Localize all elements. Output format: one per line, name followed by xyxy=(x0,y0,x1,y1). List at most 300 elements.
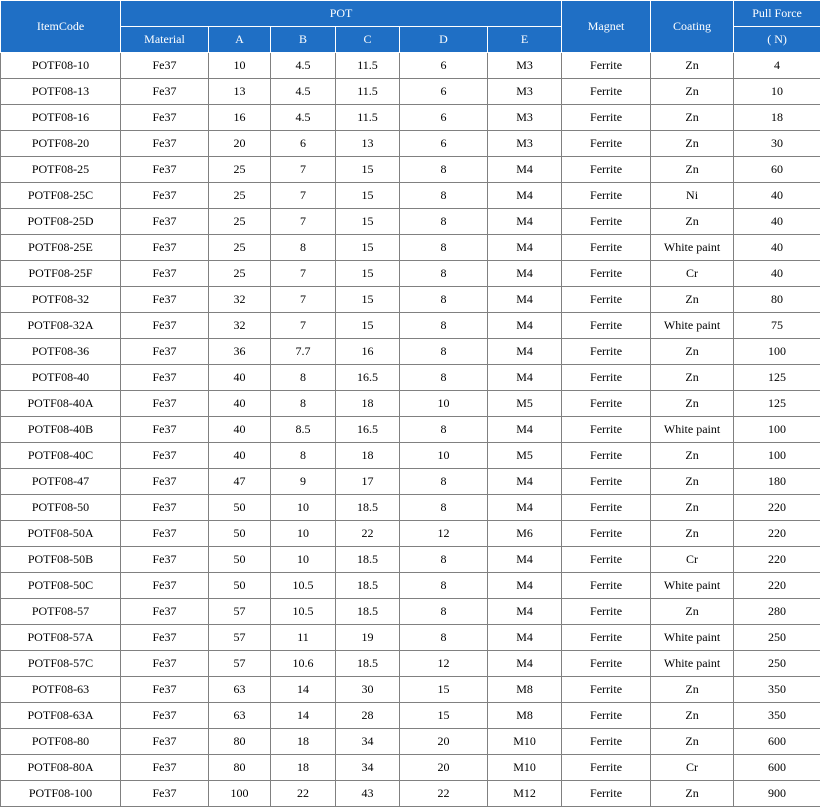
cell-item-code: POTF08-25D xyxy=(1,209,121,235)
cell-dim-e: M4 xyxy=(488,235,562,261)
table-row xyxy=(1,755,820,781)
cell-dim-e: M4 xyxy=(488,469,562,495)
cell-magnet: Ferrite xyxy=(562,391,651,417)
cell-dim-c: 16 xyxy=(336,339,400,365)
cell-item-code: POTF08-16 xyxy=(1,105,121,131)
cell-dim-d: 8 xyxy=(400,599,488,625)
cell-dim-b: 18 xyxy=(271,755,336,781)
cell-item-code: POTF08-80A xyxy=(1,755,121,781)
cell-dim-c: 43 xyxy=(336,781,400,807)
cell-dim-b: 7 xyxy=(271,261,336,287)
cell-item-code: POTF08-57A xyxy=(1,625,121,651)
cell-coating: Zn xyxy=(651,495,734,521)
cell-pull-force: 250 xyxy=(734,625,820,651)
header-d: D xyxy=(400,27,488,53)
table-row xyxy=(1,729,820,755)
cell-magnet: Ferrite xyxy=(562,131,651,157)
cell-dim-d: 15 xyxy=(400,677,488,703)
cell-dim-b: 7 xyxy=(271,157,336,183)
cell-pull-force: 100 xyxy=(734,339,820,365)
cell-material: Fe37 xyxy=(121,677,209,703)
cell-dim-a: 100 xyxy=(209,781,271,807)
cell-material: Fe37 xyxy=(121,755,209,781)
cell-pull-force: 220 xyxy=(734,495,820,521)
cell-dim-e: M3 xyxy=(488,131,562,157)
cell-dim-c: 28 xyxy=(336,703,400,729)
cell-dim-b: 8 xyxy=(271,443,336,469)
cell-coating: Zn xyxy=(651,521,734,547)
cell-dim-c: 15 xyxy=(336,157,400,183)
cell-pull-force: 40 xyxy=(734,209,820,235)
cell-dim-c: 15 xyxy=(336,235,400,261)
cell-coating: Zn xyxy=(651,53,734,79)
cell-pull-force: 40 xyxy=(734,235,820,261)
cell-dim-b: 8 xyxy=(271,365,336,391)
cell-dim-a: 50 xyxy=(209,573,271,599)
table-row xyxy=(1,105,820,131)
cell-material: Fe37 xyxy=(121,521,209,547)
cell-magnet: Ferrite xyxy=(562,651,651,677)
cell-dim-e: M4 xyxy=(488,599,562,625)
cell-dim-c: 11.5 xyxy=(336,105,400,131)
cell-dim-a: 40 xyxy=(209,365,271,391)
cell-dim-d: 8 xyxy=(400,183,488,209)
table-row xyxy=(1,443,820,469)
cell-dim-a: 25 xyxy=(209,209,271,235)
cell-dim-a: 32 xyxy=(209,287,271,313)
cell-dim-d: 8 xyxy=(400,287,488,313)
cell-coating: Zn xyxy=(651,443,734,469)
cell-material: Fe37 xyxy=(121,599,209,625)
cell-pull-force: 280 xyxy=(734,599,820,625)
cell-dim-b: 18 xyxy=(271,729,336,755)
cell-material: Fe37 xyxy=(121,287,209,313)
cell-item-code: POTF08-40A xyxy=(1,391,121,417)
cell-magnet: Ferrite xyxy=(562,339,651,365)
cell-dim-d: 22 xyxy=(400,781,488,807)
cell-pull-force: 125 xyxy=(734,391,820,417)
cell-dim-e: M8 xyxy=(488,677,562,703)
cell-item-code: POTF08-63A xyxy=(1,703,121,729)
cell-coating: Zn xyxy=(651,365,734,391)
cell-pull-force: 60 xyxy=(734,157,820,183)
cell-magnet: Ferrite xyxy=(562,547,651,573)
cell-material: Fe37 xyxy=(121,79,209,105)
cell-dim-a: 63 xyxy=(209,703,271,729)
cell-dim-b: 7 xyxy=(271,209,336,235)
cell-dim-c: 18.5 xyxy=(336,547,400,573)
cell-dim-b: 10.5 xyxy=(271,599,336,625)
cell-dim-c: 16.5 xyxy=(336,417,400,443)
cell-coating: White paint xyxy=(651,417,734,443)
cell-pull-force: 100 xyxy=(734,417,820,443)
cell-magnet: Ferrite xyxy=(562,573,651,599)
header-e: E xyxy=(488,27,562,53)
cell-coating: White paint xyxy=(651,625,734,651)
cell-pull-force: 80 xyxy=(734,287,820,313)
cell-material: Fe37 xyxy=(121,417,209,443)
cell-dim-b: 14 xyxy=(271,703,336,729)
cell-material: Fe37 xyxy=(121,573,209,599)
cell-magnet: Ferrite xyxy=(562,365,651,391)
cell-magnet: Ferrite xyxy=(562,521,651,547)
cell-dim-d: 10 xyxy=(400,391,488,417)
cell-dim-a: 16 xyxy=(209,105,271,131)
cell-item-code: POTF08-57C xyxy=(1,651,121,677)
cell-material: Fe37 xyxy=(121,339,209,365)
cell-material: Fe37 xyxy=(121,53,209,79)
cell-material: Fe37 xyxy=(121,781,209,807)
cell-pull-force: 350 xyxy=(734,703,820,729)
cell-coating: Zn xyxy=(651,339,734,365)
cell-pull-force: 900 xyxy=(734,781,820,807)
cell-dim-c: 11.5 xyxy=(336,53,400,79)
cell-dim-e: M4 xyxy=(488,573,562,599)
cell-magnet: Ferrite xyxy=(562,157,651,183)
cell-item-code: POTF08-25F xyxy=(1,261,121,287)
header-a: A xyxy=(209,27,271,53)
cell-item-code: POTF08-32 xyxy=(1,287,121,313)
cell-dim-b: 4.5 xyxy=(271,53,336,79)
table-row xyxy=(1,599,820,625)
cell-dim-c: 15 xyxy=(336,209,400,235)
cell-dim-b: 4.5 xyxy=(271,105,336,131)
cell-pull-force: 10 xyxy=(734,79,820,105)
cell-coating: Cr xyxy=(651,755,734,781)
cell-dim-e: M3 xyxy=(488,53,562,79)
cell-material: Fe37 xyxy=(121,391,209,417)
cell-coating: Cr xyxy=(651,261,734,287)
cell-dim-b: 8 xyxy=(271,235,336,261)
cell-magnet: Ferrite xyxy=(562,469,651,495)
cell-dim-a: 57 xyxy=(209,625,271,651)
cell-dim-e: M4 xyxy=(488,417,562,443)
cell-pull-force: 18 xyxy=(734,105,820,131)
cell-coating: White paint xyxy=(651,651,734,677)
cell-pull-force: 30 xyxy=(734,131,820,157)
cell-magnet: Ferrite xyxy=(562,677,651,703)
cell-item-code: POTF08-57 xyxy=(1,599,121,625)
cell-coating: Zn xyxy=(651,209,734,235)
cell-coating: Zn xyxy=(651,287,734,313)
cell-coating: Zn xyxy=(651,599,734,625)
cell-dim-a: 57 xyxy=(209,651,271,677)
header-b: B xyxy=(271,27,336,53)
table-row xyxy=(1,417,820,443)
table-row xyxy=(1,677,820,703)
cell-magnet: Ferrite xyxy=(562,755,651,781)
table-row xyxy=(1,183,820,209)
cell-pull-force: 220 xyxy=(734,547,820,573)
cell-dim-c: 11.5 xyxy=(336,79,400,105)
cell-dim-d: 8 xyxy=(400,625,488,651)
cell-dim-e: M3 xyxy=(488,105,562,131)
cell-dim-e: M4 xyxy=(488,261,562,287)
cell-dim-d: 20 xyxy=(400,729,488,755)
cell-dim-c: 18.5 xyxy=(336,573,400,599)
cell-magnet: Ferrite xyxy=(562,625,651,651)
cell-dim-e: M6 xyxy=(488,521,562,547)
cell-dim-c: 34 xyxy=(336,755,400,781)
cell-dim-e: M3 xyxy=(488,79,562,105)
cell-dim-d: 8 xyxy=(400,365,488,391)
cell-coating: White paint xyxy=(651,235,734,261)
cell-dim-c: 18.5 xyxy=(336,495,400,521)
cell-pull-force: 350 xyxy=(734,677,820,703)
cell-dim-d: 8 xyxy=(400,209,488,235)
table-row xyxy=(1,521,820,547)
table-body xyxy=(1,53,820,807)
cell-dim-a: 10 xyxy=(209,53,271,79)
cell-coating: Zn xyxy=(651,131,734,157)
cell-dim-c: 18 xyxy=(336,443,400,469)
cell-dim-a: 57 xyxy=(209,599,271,625)
cell-dim-d: 8 xyxy=(400,417,488,443)
cell-coating: Zn xyxy=(651,677,734,703)
header-coating: Coating xyxy=(651,1,734,53)
cell-pull-force: 220 xyxy=(734,573,820,599)
cell-magnet: Ferrite xyxy=(562,599,651,625)
cell-material: Fe37 xyxy=(121,729,209,755)
table-row xyxy=(1,261,820,287)
cell-dim-e: M4 xyxy=(488,287,562,313)
cell-material: Fe37 xyxy=(121,131,209,157)
cell-coating: Zn xyxy=(651,469,734,495)
table-header xyxy=(1,1,820,53)
cell-dim-d: 8 xyxy=(400,157,488,183)
cell-material: Fe37 xyxy=(121,235,209,261)
cell-dim-b: 4.5 xyxy=(271,79,336,105)
table-row xyxy=(1,495,820,521)
table-row xyxy=(1,625,820,651)
cell-dim-a: 20 xyxy=(209,131,271,157)
cell-item-code: POTF08-47 xyxy=(1,469,121,495)
cell-item-code: POTF08-13 xyxy=(1,79,121,105)
cell-pull-force: 220 xyxy=(734,521,820,547)
cell-magnet: Ferrite xyxy=(562,703,651,729)
cell-dim-a: 47 xyxy=(209,469,271,495)
header-c: C xyxy=(336,27,400,53)
cell-dim-e: M4 xyxy=(488,157,562,183)
cell-dim-b: 7 xyxy=(271,183,336,209)
cell-magnet: Ferrite xyxy=(562,443,651,469)
cell-item-code: POTF08-36 xyxy=(1,339,121,365)
cell-dim-a: 25 xyxy=(209,183,271,209)
cell-dim-e: M8 xyxy=(488,703,562,729)
cell-pull-force: 250 xyxy=(734,651,820,677)
cell-dim-a: 50 xyxy=(209,495,271,521)
cell-item-code: POTF08-25C xyxy=(1,183,121,209)
cell-coating: Zn xyxy=(651,703,734,729)
header-item-code: ItemCode xyxy=(1,1,121,53)
cell-dim-c: 30 xyxy=(336,677,400,703)
cell-dim-a: 50 xyxy=(209,521,271,547)
cell-material: Fe37 xyxy=(121,209,209,235)
cell-item-code: POTF08-25E xyxy=(1,235,121,261)
cell-dim-d: 10 xyxy=(400,443,488,469)
cell-item-code: POTF08-40C xyxy=(1,443,121,469)
cell-item-code: POTF08-100 xyxy=(1,781,121,807)
cell-pull-force: 4 xyxy=(734,53,820,79)
cell-dim-a: 36 xyxy=(209,339,271,365)
cell-coating: White paint xyxy=(651,573,734,599)
cell-dim-a: 80 xyxy=(209,755,271,781)
cell-coating: Cr xyxy=(651,547,734,573)
cell-material: Fe37 xyxy=(121,651,209,677)
cell-item-code: POTF08-25 xyxy=(1,157,121,183)
cell-dim-e: M5 xyxy=(488,391,562,417)
cell-dim-e: M10 xyxy=(488,755,562,781)
cell-coating: Ni xyxy=(651,183,734,209)
cell-dim-b: 7.7 xyxy=(271,339,336,365)
cell-item-code: POTF08-80 xyxy=(1,729,121,755)
cell-dim-d: 6 xyxy=(400,79,488,105)
cell-dim-c: 15 xyxy=(336,287,400,313)
cell-magnet: Ferrite xyxy=(562,79,651,105)
cell-dim-b: 7 xyxy=(271,313,336,339)
cell-dim-c: 22 xyxy=(336,521,400,547)
header-pull-force: Pull Force xyxy=(734,1,820,27)
table-row xyxy=(1,79,820,105)
cell-item-code: POTF08-50B xyxy=(1,547,121,573)
cell-material: Fe37 xyxy=(121,625,209,651)
cell-magnet: Ferrite xyxy=(562,105,651,131)
table-row xyxy=(1,703,820,729)
cell-dim-e: M4 xyxy=(488,313,562,339)
cell-dim-d: 8 xyxy=(400,261,488,287)
cell-material: Fe37 xyxy=(121,469,209,495)
table-row xyxy=(1,469,820,495)
table-row xyxy=(1,235,820,261)
cell-dim-d: 8 xyxy=(400,235,488,261)
cell-dim-e: M5 xyxy=(488,443,562,469)
cell-magnet: Ferrite xyxy=(562,781,651,807)
cell-dim-d: 6 xyxy=(400,53,488,79)
table-row xyxy=(1,339,820,365)
cell-material: Fe37 xyxy=(121,495,209,521)
cell-dim-e: M12 xyxy=(488,781,562,807)
cell-material: Fe37 xyxy=(121,443,209,469)
cell-material: Fe37 xyxy=(121,313,209,339)
cell-dim-a: 50 xyxy=(209,547,271,573)
cell-dim-c: 15 xyxy=(336,183,400,209)
cell-coating: Zn xyxy=(651,157,734,183)
cell-dim-d: 8 xyxy=(400,547,488,573)
cell-dim-c: 19 xyxy=(336,625,400,651)
cell-dim-c: 16.5 xyxy=(336,365,400,391)
table-row xyxy=(1,209,820,235)
cell-dim-c: 15 xyxy=(336,313,400,339)
cell-dim-d: 6 xyxy=(400,105,488,131)
table-row xyxy=(1,547,820,573)
table-row xyxy=(1,131,820,157)
cell-magnet: Ferrite xyxy=(562,313,651,339)
cell-dim-a: 63 xyxy=(209,677,271,703)
cell-magnet: Ferrite xyxy=(562,729,651,755)
cell-coating: Zn xyxy=(651,79,734,105)
cell-dim-d: 8 xyxy=(400,339,488,365)
cell-pull-force: 180 xyxy=(734,469,820,495)
cell-material: Fe37 xyxy=(121,183,209,209)
cell-coating: White paint xyxy=(651,313,734,339)
cell-item-code: POTF08-40 xyxy=(1,365,121,391)
cell-magnet: Ferrite xyxy=(562,53,651,79)
cell-pull-force: 125 xyxy=(734,365,820,391)
cell-dim-e: M10 xyxy=(488,729,562,755)
cell-dim-d: 12 xyxy=(400,521,488,547)
cell-material: Fe37 xyxy=(121,261,209,287)
cell-dim-b: 6 xyxy=(271,131,336,157)
cell-dim-d: 8 xyxy=(400,313,488,339)
cell-item-code: POTF08-20 xyxy=(1,131,121,157)
cell-dim-b: 11 xyxy=(271,625,336,651)
cell-magnet: Ferrite xyxy=(562,235,651,261)
cell-pull-force: 40 xyxy=(734,183,820,209)
cell-coating: Zn xyxy=(651,105,734,131)
cell-dim-c: 18.5 xyxy=(336,651,400,677)
cell-dim-a: 40 xyxy=(209,417,271,443)
cell-dim-a: 25 xyxy=(209,261,271,287)
cell-dim-b: 9 xyxy=(271,469,336,495)
cell-item-code: POTF08-50C xyxy=(1,573,121,599)
cell-item-code: POTF08-50 xyxy=(1,495,121,521)
table-row xyxy=(1,781,820,807)
cell-dim-e: M4 xyxy=(488,209,562,235)
table-row xyxy=(1,157,820,183)
cell-dim-d: 20 xyxy=(400,755,488,781)
table-row xyxy=(1,573,820,599)
cell-material: Fe37 xyxy=(121,105,209,131)
header-material: Material xyxy=(121,27,209,53)
cell-dim-a: 13 xyxy=(209,79,271,105)
cell-dim-e: M4 xyxy=(488,547,562,573)
header-pull-force-unit: ( N) xyxy=(734,27,820,53)
cell-dim-d: 8 xyxy=(400,469,488,495)
cell-coating: Zn xyxy=(651,391,734,417)
cell-material: Fe37 xyxy=(121,365,209,391)
cell-pull-force: 600 xyxy=(734,729,820,755)
cell-dim-b: 8 xyxy=(271,391,336,417)
cell-dim-e: M4 xyxy=(488,183,562,209)
cell-dim-a: 40 xyxy=(209,443,271,469)
cell-material: Fe37 xyxy=(121,157,209,183)
cell-dim-d: 8 xyxy=(400,573,488,599)
cell-dim-c: 13 xyxy=(336,131,400,157)
cell-dim-e: M4 xyxy=(488,339,562,365)
cell-dim-b: 14 xyxy=(271,677,336,703)
cell-item-code: POTF08-32A xyxy=(1,313,121,339)
cell-pull-force: 600 xyxy=(734,755,820,781)
cell-dim-e: M4 xyxy=(488,651,562,677)
cell-item-code: POTF08-40B xyxy=(1,417,121,443)
cell-dim-b: 10 xyxy=(271,547,336,573)
cell-pull-force: 75 xyxy=(734,313,820,339)
table-row xyxy=(1,391,820,417)
cell-item-code: POTF08-50A xyxy=(1,521,121,547)
cell-dim-a: 32 xyxy=(209,313,271,339)
table-row xyxy=(1,313,820,339)
cell-dim-e: M4 xyxy=(488,495,562,521)
cell-dim-c: 18 xyxy=(336,391,400,417)
cell-dim-c: 15 xyxy=(336,261,400,287)
cell-dim-d: 15 xyxy=(400,703,488,729)
cell-dim-b: 7 xyxy=(271,287,336,313)
cell-dim-a: 80 xyxy=(209,729,271,755)
cell-dim-b: 10.5 xyxy=(271,573,336,599)
header-pot: POT xyxy=(121,1,562,27)
cell-dim-e: M4 xyxy=(488,365,562,391)
cell-coating: Zn xyxy=(651,781,734,807)
